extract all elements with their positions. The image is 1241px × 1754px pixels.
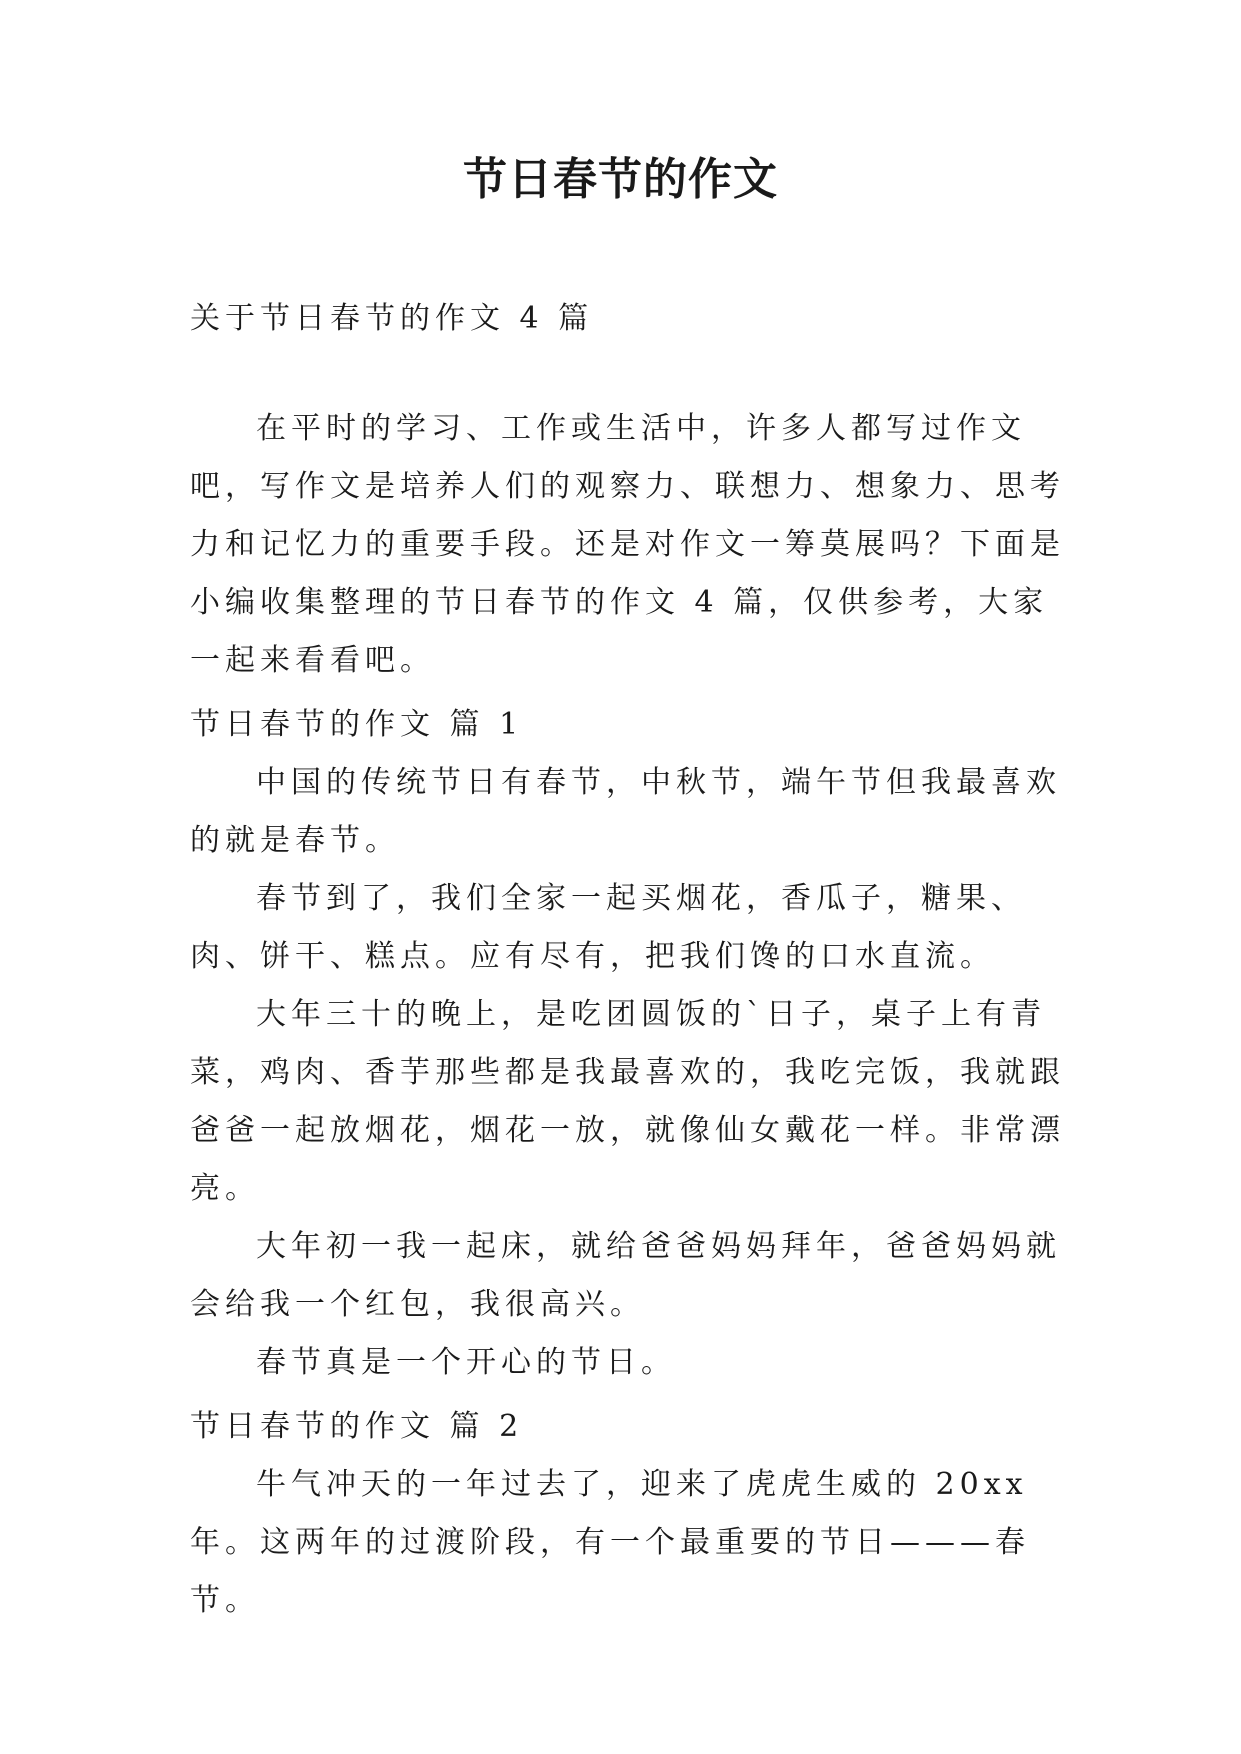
essay-section-1	[190, 696, 1070, 1392]
section-heading: 节日春节的作文 篇 2	[190, 1409, 524, 1444]
section-heading: 节日春节的作文 篇 1	[190, 707, 524, 742]
section-paragraph: 春节到了，我们全家一起买烟花，香瓜子，糖果、肉、饼干、糕点。应有尽有，把我们馋的口水直流。	[190, 881, 1026, 974]
section-paragraph: 牛气冲天的一年过去了，迎来了虎虎生威的 20xx 年。这两年的过渡阶段，有一个最重要的节日———春节。	[190, 1467, 1030, 1618]
section-paragraph: 春节真是一个开心的节日。	[256, 1345, 676, 1380]
document-subtitle: 关于节日春节的作文 4 篇	[190, 301, 594, 336]
section-paragraph: 大年初一我一起床，就给爸爸妈妈拜年，爸爸妈妈就会给我一个红包，我很高兴。	[190, 1229, 1061, 1322]
intro-paragraph: 在平时的学习、工作或生活中，许多人都写过作文吧，写作文是培养人们的观察力、联想力、想象力、思考力和记忆力的重要手段。还是对作文一筹莫展吗？下面是小编收集整理的节日春节的作文 4 篇，仅供参考，大家一起来看看吧。	[190, 411, 1065, 678]
document-title: 节日春节的作文	[463, 154, 778, 205]
section-paragraph: 大年三十的晚上，是吃团圆饭的`日子，桌子上有青菜，鸡肉、香芋那些都是我最喜欢的，我吃完饭，我就跟爸爸一起放烟花，烟花一放，就像仙女戴花一样。非常漂亮。	[190, 997, 1065, 1206]
section-paragraph: 中国的传统节日有春节，中秋节，端午节但我最喜欢的就是春节。	[190, 765, 1061, 858]
essay-section-2	[190, 1398, 1070, 1630]
